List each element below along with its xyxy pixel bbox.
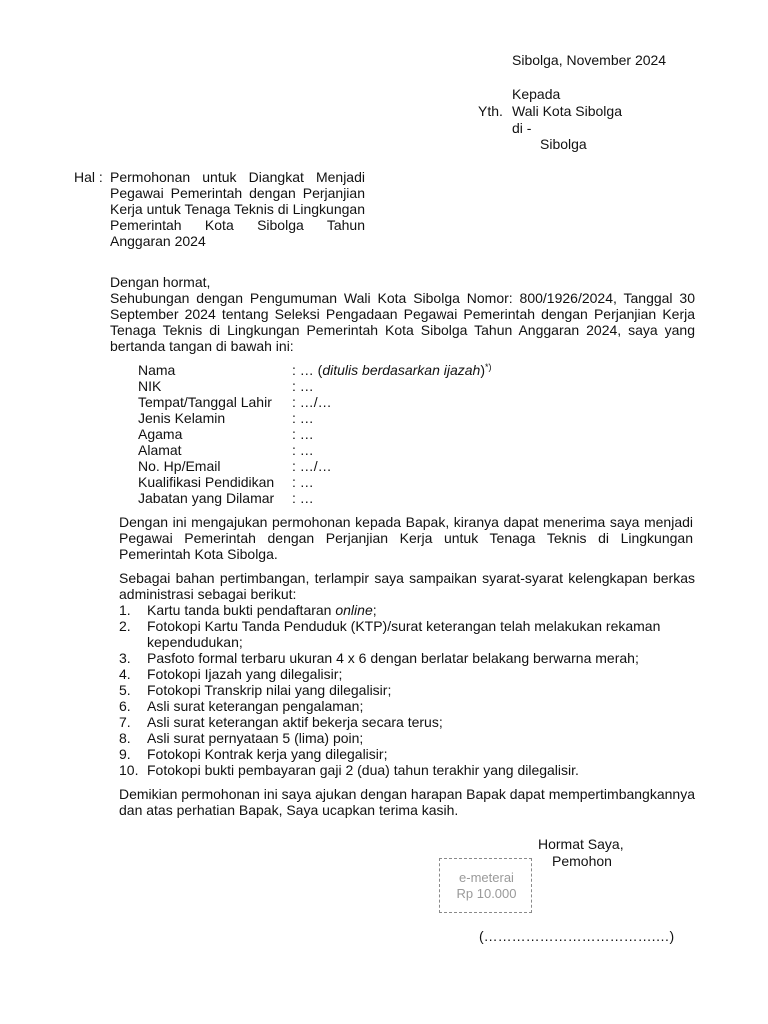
field-label: NIK <box>138 378 162 394</box>
list-number: 2. <box>119 618 131 634</box>
greeting: Dengan hormat, <box>110 274 211 290</box>
list-number: 6. <box>119 698 131 714</box>
field-row-gender <box>138 410 538 426</box>
field-label: Agama <box>138 426 183 442</box>
list-text: Asli surat keterangan aktif bekerja secara terus; <box>147 714 443 730</box>
list-text: Asli surat pernyataan 5 (lima) poin; <box>147 730 364 746</box>
field-value: : … <box>292 410 314 426</box>
list-number: 4. <box>119 666 131 682</box>
yth-label: Yth. <box>478 103 503 119</box>
regards-text: Hormat Saya, <box>538 836 624 852</box>
list-text: Kartu tanda bukti pendaftaran online; <box>147 602 377 618</box>
field-row-nik <box>138 378 538 394</box>
list-number: 1. <box>119 602 131 618</box>
field-label: Alamat <box>138 442 182 458</box>
field-label: Kualifikasi Pendidikan <box>138 474 275 490</box>
intro-paragraph: Sehubungan dengan Pengumuman Wali Kota Sibolga Nomor: 800/1926/2024, Tanggal 30 September 2024 tentang Seleksi Pengadaan Pegawai Pemerintah dengan Perjanjian Kerja Tenaga Teknis di Lingkungan Pemerintah Kota Sibolga Tahun Anggaran 2024, saya yang bertanda tangan di bawah ini: <box>110 290 695 354</box>
footnote-mark: *) <box>485 362 492 372</box>
applicant-role: Pemohon <box>552 853 612 869</box>
list-number: 5. <box>119 682 131 698</box>
list-text: Fotokopi Kontrak kerja yang dilegalisir; <box>147 746 388 762</box>
field-row-name <box>138 362 538 378</box>
request-paragraph: Dengan ini mengajukan permohonan kepada Bapak, kiranya dapat menerima saya menjadi Pegawai Pemerintah dengan Perjanjian Kerja untuk Tenaga Teknis di Lingkungan Pemerintah Kota Sibolga. <box>119 514 693 562</box>
list-text: Asli surat keterangan pengalaman; <box>147 698 364 714</box>
field-row-position <box>138 490 538 506</box>
field-label: Jenis Kelamin <box>138 410 226 426</box>
list-text: Fotokopi Ijazah yang dilegalisir; <box>147 666 343 682</box>
subject-text: Permohonan untuk Diangkat Menjadi Pegawai Pemerintah dengan Perjanjian Kerja untuk Tenaga Teknis di Lingkungan Pemerintah Kota Sibolga Tahun Anggaran 2024 <box>110 169 365 249</box>
field-value: : … <box>292 426 314 442</box>
subject-label: Hal : <box>74 169 103 185</box>
field-value: : …/… <box>292 394 332 410</box>
field-label: Jabatan yang Dilamar <box>138 490 275 506</box>
recipient-name: Wali Kota Sibolga <box>512 103 622 119</box>
field-label: Tempat/Tanggal Lahir <box>138 394 272 410</box>
to-label: Kepada <box>512 86 561 102</box>
field-value: : … (ditulis berdasarkan ijazah)*) <box>292 362 492 378</box>
field-row-birth <box>138 394 538 410</box>
closing-paragraph: Demikian permohonan ini saya ajukan dengan harapan Bapak dapat mempertimbangkannya dan atas perhatian Bapak, Saya ucapkan terima kasih. <box>119 786 695 818</box>
field-label: No. Hp/Email <box>138 458 221 474</box>
recipient-city: Sibolga <box>540 136 587 152</box>
meterai-amount: Rp 10.000 <box>456 886 517 901</box>
list-text: Fotokopi bukti pembayaran gaji 2 (dua) tahun terakhir yang dilegalisir. <box>147 762 579 778</box>
field-value: : … <box>292 490 314 506</box>
field-value: : … <box>292 378 314 394</box>
field-label: Nama <box>138 362 176 378</box>
list-number: 10. <box>119 762 139 778</box>
field-value: : … <box>292 474 314 490</box>
list-number: 7. <box>119 714 131 730</box>
field-row-education <box>138 474 538 490</box>
e-meterai-stamp-box <box>439 858 532 913</box>
meterai-label: e-meterai <box>459 870 514 885</box>
attachments-intro: Sebagai bahan pertimbangan, terlampir saya sampaikan syarat-syarat kelengkapan berkas administrasi sebagai berikut: <box>119 570 695 602</box>
list-text: Fotokopi Kartu Tanda Penduduk (KTP)/surat keterangan telah melakukan rekaman kependudukan; <box>147 618 661 650</box>
field-value: : … <box>292 442 314 458</box>
field-row-address <box>138 442 538 458</box>
di-label: di - <box>512 120 532 136</box>
list-number: 8. <box>119 730 131 746</box>
field-row-contact <box>138 458 538 474</box>
list-number: 9. <box>119 746 131 762</box>
field-value: : …/… <box>292 458 332 474</box>
place-date: Sibolga, November 2024 <box>512 52 667 68</box>
signature-name-line: (……………………………….…) <box>479 928 675 944</box>
list-text: Pasfoto formal terbaru ukuran 4 x 6 dengan berlatar belakang berwarna merah; <box>147 650 639 666</box>
list-text: Fotokopi Transkrip nilai yang dilegalisir; <box>147 682 392 698</box>
list-number: 3. <box>119 650 131 666</box>
field-row-religion <box>138 426 538 442</box>
